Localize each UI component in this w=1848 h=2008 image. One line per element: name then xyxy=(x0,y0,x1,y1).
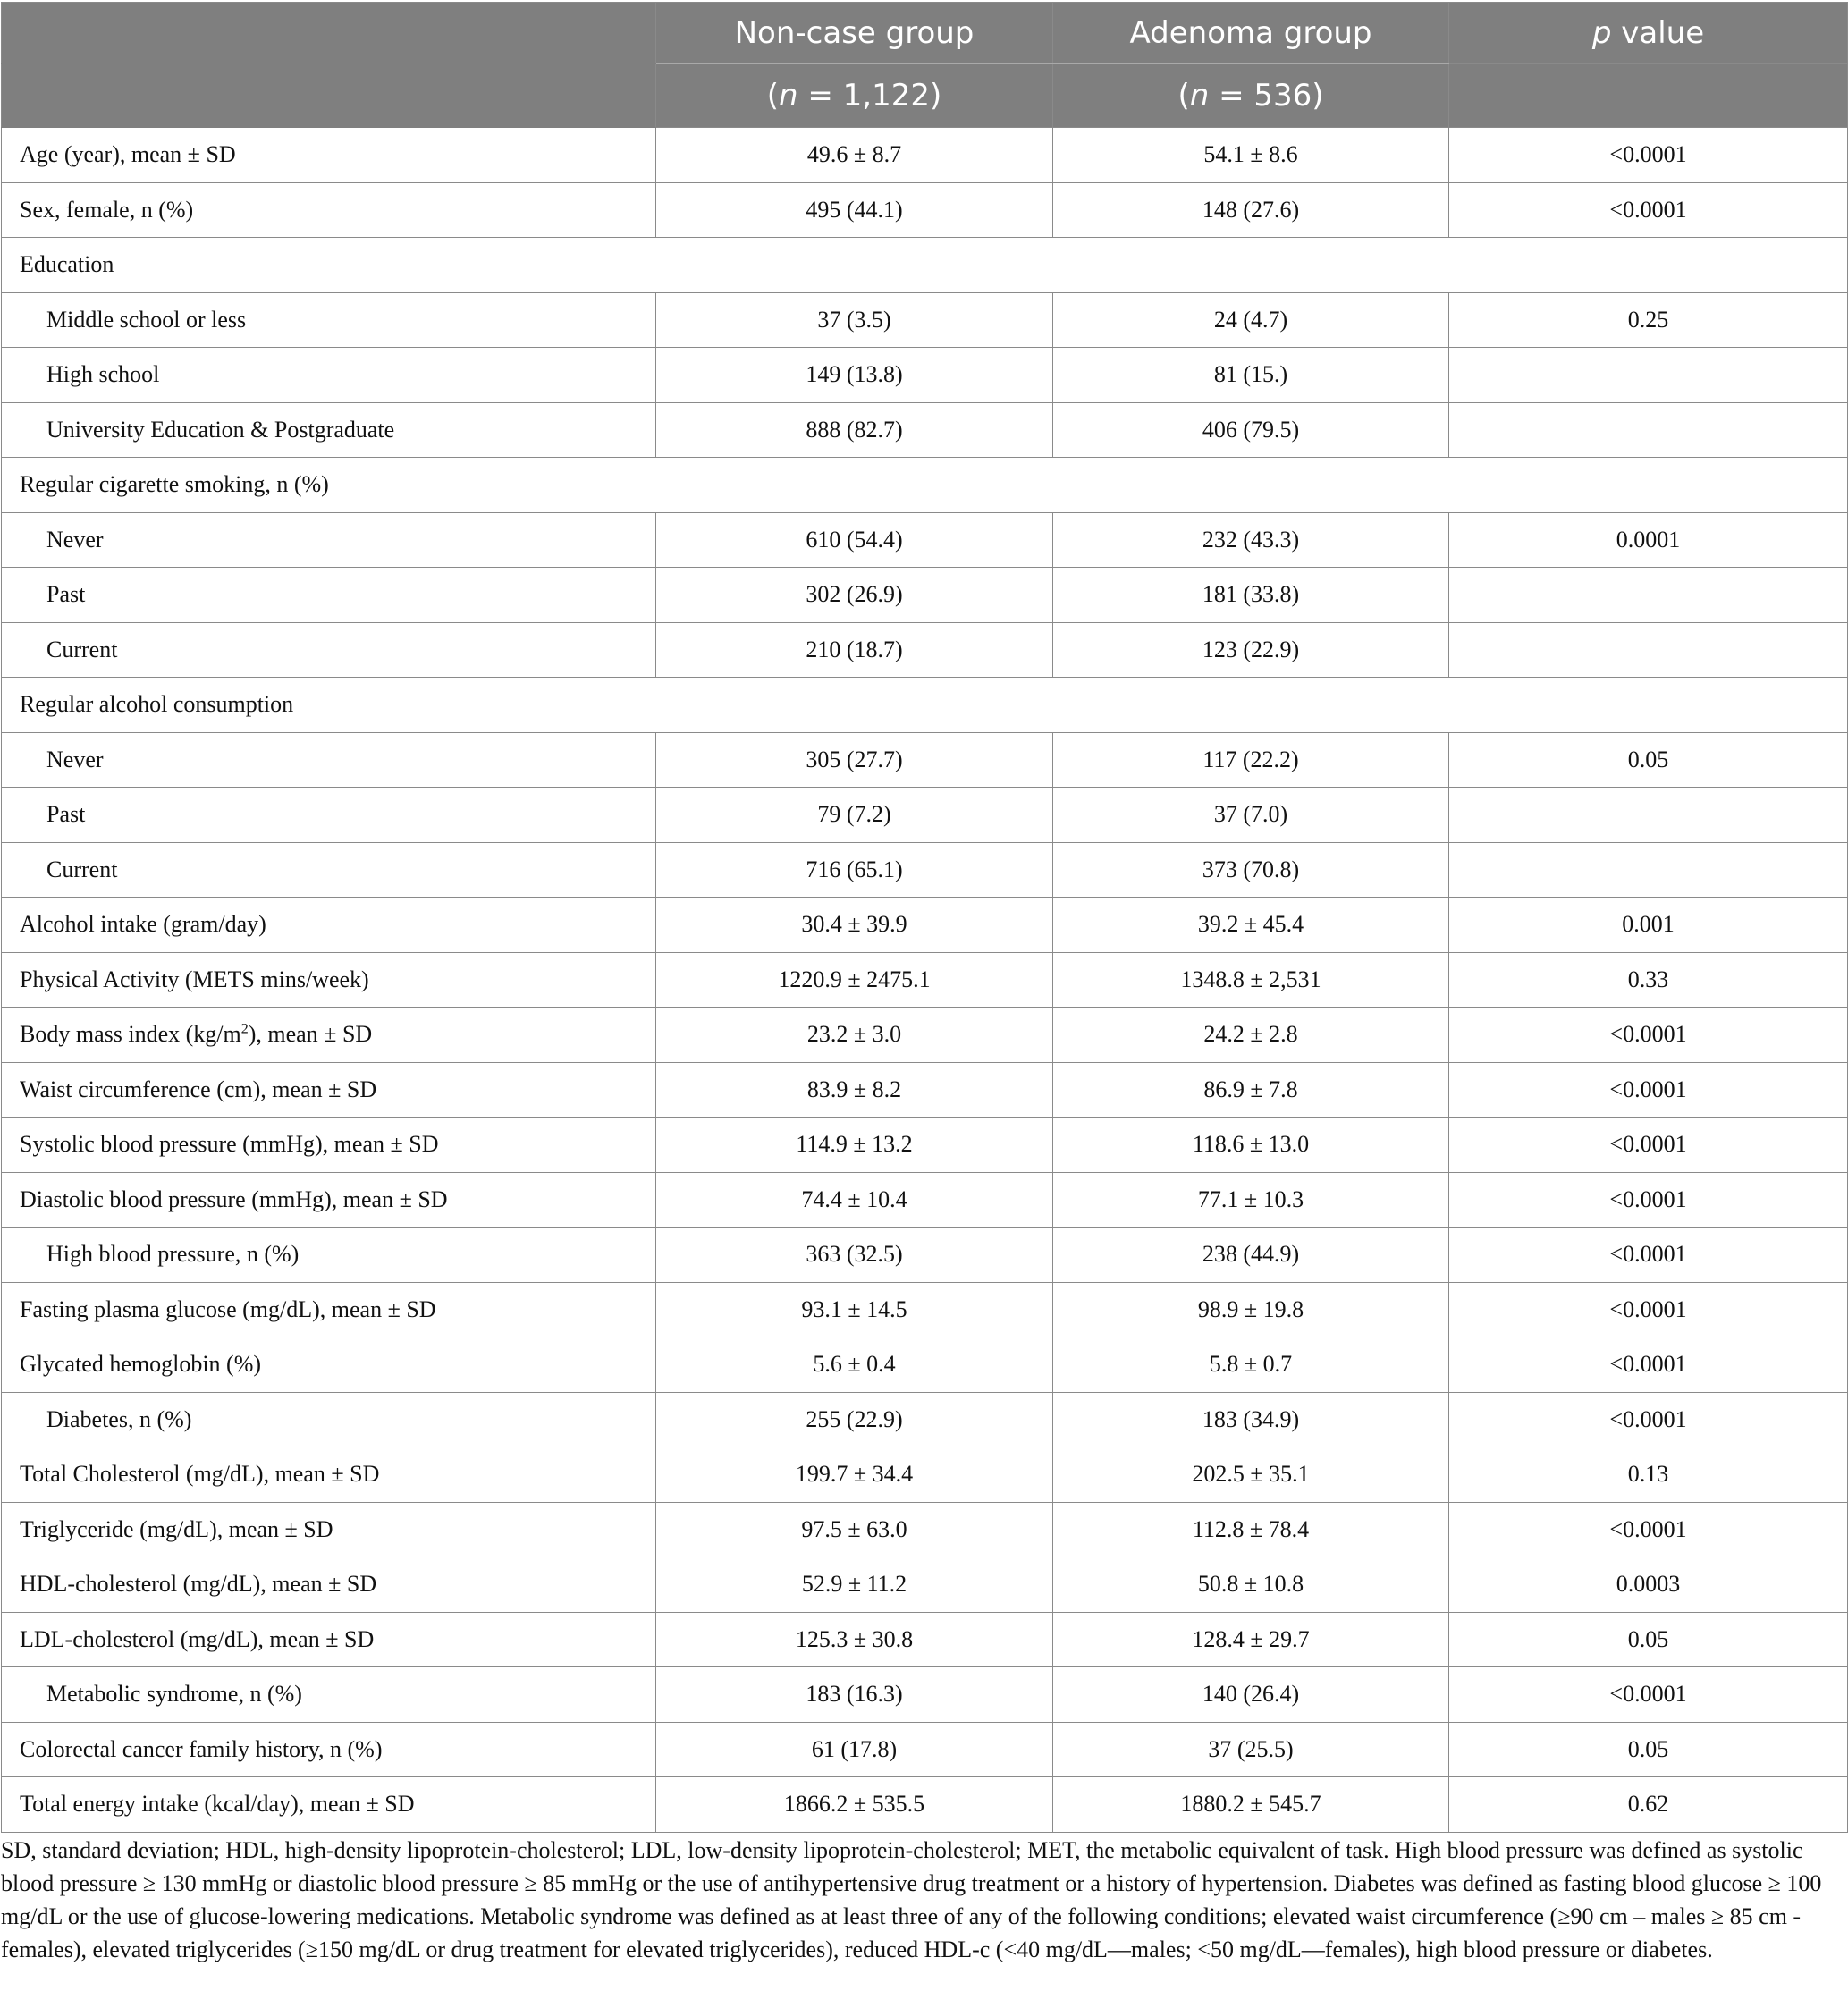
row-label: Regular cigarette smoking, n (%) xyxy=(2,458,1848,513)
p-value: 0.33 xyxy=(1449,952,1848,1008)
adenoma-value: 148 (27.6) xyxy=(1053,182,1449,238)
adenoma-value: 140 (26.4) xyxy=(1053,1667,1449,1723)
table-body xyxy=(2,128,1848,1833)
noncase-value: 114.9 ± 13.2 xyxy=(656,1118,1053,1173)
row-label xyxy=(2,1008,656,1063)
table-row xyxy=(2,1722,1848,1777)
row-label: Waist circumference (cm), mean ± SD xyxy=(2,1062,656,1118)
noncase-value: 1866.2 ± 535.5 xyxy=(656,1777,1053,1833)
row-label: Education xyxy=(2,238,1848,293)
adenoma-value: 238 (44.9) xyxy=(1053,1228,1449,1283)
p-value: 0.05 xyxy=(1449,1612,1848,1667)
adenoma-value: 98.9 ± 19.8 xyxy=(1053,1282,1449,1337)
p-value xyxy=(1449,622,1848,678)
header-blank-cell xyxy=(2,3,656,64)
adenoma-value: 117 (22.2) xyxy=(1053,732,1449,788)
noncase-value: 610 (54.4) xyxy=(656,512,1053,568)
adenoma-value: 373 (70.8) xyxy=(1053,842,1449,898)
table-row xyxy=(2,732,1848,788)
adenoma-value: 5.8 ± 0.7 xyxy=(1053,1337,1449,1393)
noncase-value: 716 (65.1) xyxy=(656,842,1053,898)
row-label: Diastolic blood pressure (mmHg), mean ± SD xyxy=(2,1172,656,1228)
row-label: Diabetes, n (%) xyxy=(2,1392,656,1447)
row-label: Current xyxy=(2,842,656,898)
row-label: High blood pressure, n (%) xyxy=(2,1228,656,1283)
row-label: Age (year), mean ± SD xyxy=(2,128,656,183)
baseline-characteristics-table xyxy=(1,2,1848,1833)
p-value xyxy=(1449,568,1848,623)
table-row xyxy=(2,1612,1848,1667)
noncase-value: 1220.9 ± 2475.1 xyxy=(656,952,1053,1008)
bmi-label-part2: ), mean ± SD xyxy=(248,1021,373,1048)
adenoma-value: 1348.8 ± 2,531 xyxy=(1053,952,1449,1008)
table-row xyxy=(2,1777,1848,1833)
header-p-var: p xyxy=(1591,15,1612,51)
adenoma-value: 128.4 ± 29.7 xyxy=(1053,1612,1449,1667)
adenoma-value: 54.1 ± 8.6 xyxy=(1053,128,1449,183)
row-label: Middle school or less xyxy=(2,292,656,348)
noncase-value: 305 (27.7) xyxy=(656,732,1053,788)
adenoma-value: 181 (33.8) xyxy=(1053,568,1449,623)
header-p-blank xyxy=(1449,64,1848,128)
adenoma-value: 37 (25.5) xyxy=(1053,1722,1449,1777)
noncase-value: 49.6 ± 8.7 xyxy=(656,128,1053,183)
row-label: Never xyxy=(2,512,656,568)
p-value: <0.0001 xyxy=(1449,1502,1848,1557)
noncase-value: 125.3 ± 30.8 xyxy=(656,1612,1053,1667)
noncase-value: 79 (7.2) xyxy=(656,788,1053,843)
table-row xyxy=(2,1172,1848,1228)
row-label: Alcohol intake (gram/day) xyxy=(2,898,656,953)
noncase-value: 37 (3.5) xyxy=(656,292,1053,348)
row-label: Triglyceride (mg/dL), mean ± SD xyxy=(2,1502,656,1557)
row-label: Physical Activity (METS mins/week) xyxy=(2,952,656,1008)
adenoma-value: 406 (79.5) xyxy=(1053,402,1449,458)
adenoma-value: 37 (7.0) xyxy=(1053,788,1449,843)
header-noncase-label: Non-case group xyxy=(734,15,975,51)
noncase-n-prefix: ( xyxy=(766,78,779,114)
table-row xyxy=(2,1228,1848,1283)
p-value: <0.0001 xyxy=(1449,1392,1848,1447)
p-value: <0.0001 xyxy=(1449,1062,1848,1118)
table-row xyxy=(2,1667,1848,1723)
adenoma-value: 112.8 ± 78.4 xyxy=(1053,1502,1449,1557)
noncase-value: 30.4 ± 39.9 xyxy=(656,898,1053,953)
p-value: <0.0001 xyxy=(1449,1118,1848,1173)
p-value: <0.0001 xyxy=(1449,1008,1848,1063)
p-value: 0.0003 xyxy=(1449,1557,1848,1613)
noncase-value: 52.9 ± 11.2 xyxy=(656,1557,1053,1613)
table-row xyxy=(2,128,1848,183)
p-value xyxy=(1449,842,1848,898)
table-row xyxy=(2,182,1848,238)
p-value xyxy=(1449,788,1848,843)
row-label: Total Cholesterol (mg/dL), mean ± SD xyxy=(2,1447,656,1503)
adenoma-n-value: = 536) xyxy=(1209,78,1324,114)
header-p-rest: value xyxy=(1611,15,1705,51)
header-noncase-n xyxy=(656,64,1053,128)
adenoma-value: 81 (15.) xyxy=(1053,348,1449,403)
noncase-n-value: = 1,122) xyxy=(797,78,942,114)
noncase-value: 199.7 ± 34.4 xyxy=(656,1447,1053,1503)
table-row xyxy=(2,512,1848,568)
row-label: Total energy intake (kcal/day), mean ± SD xyxy=(2,1777,656,1833)
table-row xyxy=(2,1282,1848,1337)
bmi-label-part1: Body mass index (kg/m xyxy=(20,1021,241,1048)
noncase-value: 495 (44.1) xyxy=(656,182,1053,238)
noncase-value: 23.2 ± 3.0 xyxy=(656,1008,1053,1063)
row-label: Fasting plasma glucose (mg/dL), mean ± SD xyxy=(2,1282,656,1337)
noncase-value: 5.6 ± 0.4 xyxy=(656,1337,1053,1393)
p-value: <0.0001 xyxy=(1449,128,1848,183)
p-value xyxy=(1449,348,1848,403)
table-row xyxy=(2,1392,1848,1447)
table-row xyxy=(2,292,1848,348)
adenoma-value: 77.1 ± 10.3 xyxy=(1053,1172,1449,1228)
table-row xyxy=(2,952,1848,1008)
noncase-value: 210 (18.7) xyxy=(656,622,1053,678)
noncase-value: 302 (26.9) xyxy=(656,568,1053,623)
table-row xyxy=(2,1008,1848,1063)
table-row xyxy=(2,348,1848,403)
adenoma-n-prefix: ( xyxy=(1177,78,1190,114)
noncase-value: 888 (82.7) xyxy=(656,402,1053,458)
table-row xyxy=(2,1447,1848,1503)
row-label: HDL-cholesterol (mg/dL), mean ± SD xyxy=(2,1557,656,1613)
row-label: Systolic blood pressure (mmHg), mean ± SD xyxy=(2,1118,656,1173)
row-label: Past xyxy=(2,788,656,843)
adenoma-value: 39.2 ± 45.4 xyxy=(1053,898,1449,953)
p-value: <0.0001 xyxy=(1449,182,1848,238)
noncase-value: 97.5 ± 63.0 xyxy=(656,1502,1053,1557)
p-value: 0.001 xyxy=(1449,898,1848,953)
header-noncase-group xyxy=(656,3,1053,64)
noncase-value: 93.1 ± 14.5 xyxy=(656,1282,1053,1337)
table-row xyxy=(2,622,1848,678)
noncase-n-var: n xyxy=(779,78,798,114)
header-adenoma-n xyxy=(1053,64,1449,128)
header-adenoma-group xyxy=(1053,3,1449,64)
p-value: <0.0001 xyxy=(1449,1337,1848,1393)
adenoma-value: 183 (34.9) xyxy=(1053,1392,1449,1447)
adenoma-value: 24.2 ± 2.8 xyxy=(1053,1008,1449,1063)
table-row xyxy=(2,842,1848,898)
adenoma-n-var: n xyxy=(1189,78,1210,114)
noncase-value: 255 (22.9) xyxy=(656,1392,1053,1447)
table-row xyxy=(2,1337,1848,1393)
table-row xyxy=(2,458,1848,513)
row-label: Past xyxy=(2,568,656,623)
p-value: <0.0001 xyxy=(1449,1228,1848,1283)
noncase-value: 74.4 ± 10.4 xyxy=(656,1172,1053,1228)
p-value: 0.25 xyxy=(1449,292,1848,348)
header-blank-cell-2 xyxy=(2,64,656,128)
row-label: University Education & Postgraduate xyxy=(2,402,656,458)
table-header xyxy=(2,3,1848,128)
p-value: 0.13 xyxy=(1449,1447,1848,1503)
adenoma-value: 232 (43.3) xyxy=(1053,512,1449,568)
row-label: High school xyxy=(2,348,656,403)
table-row xyxy=(2,1062,1848,1118)
adenoma-value: 50.8 ± 10.8 xyxy=(1053,1557,1449,1613)
adenoma-value: 118.6 ± 13.0 xyxy=(1053,1118,1449,1173)
noncase-value: 149 (13.8) xyxy=(656,348,1053,403)
row-label: Colorectal cancer family history, n (%) xyxy=(2,1722,656,1777)
p-value: 0.62 xyxy=(1449,1777,1848,1833)
p-value xyxy=(1449,402,1848,458)
noncase-value: 183 (16.3) xyxy=(656,1667,1053,1723)
bmi-label-superscript: 2 xyxy=(240,1021,249,1037)
row-label: Regular alcohol consumption xyxy=(2,678,1848,733)
row-label: Glycated hemoglobin (%) xyxy=(2,1337,656,1393)
noncase-value: 83.9 ± 8.2 xyxy=(656,1062,1053,1118)
table-row xyxy=(2,238,1848,293)
header-p-value xyxy=(1449,3,1848,64)
table-row xyxy=(2,678,1848,733)
table-row xyxy=(2,402,1848,458)
adenoma-value: 86.9 ± 7.8 xyxy=(1053,1062,1449,1118)
p-value: <0.0001 xyxy=(1449,1667,1848,1723)
header-adenoma-label: Adenoma group xyxy=(1129,15,1372,51)
row-label: Never xyxy=(2,732,656,788)
table-footnote: SD, standard deviation; HDL, high-density lipoprotein-cholesterol; LDL, low-density lipoprotein-cholesterol; MET, the metabolic equivalent of task. High blood pressure was defined as systolic blood pressure ≥ 130 mmHg or diastolic blood pressure ≥ 85 mmHg or the use of antihypertensive drug treatment or a history of hypertension. Diabetes was defined as fasting blood glucose ≥ 100 mg/dL or the use of glucose-lowering medications. Metabolic syndrome was defined as at least three of any of the following conditions; elevated waist circumference (≥90 cm – males ≥ 85 cm - females), elevated triglycerides (≥150 mg/dL or drug treatment for elevated triglycerides), reduced HDL-c (<40 mg/dL—males; <50 mg/dL—females), high blood pressure or diabetes. xyxy=(1,1837,1822,1962)
adenoma-value: 202.5 ± 35.1 xyxy=(1053,1447,1449,1503)
adenoma-value: 123 (22.9) xyxy=(1053,622,1449,678)
table-row xyxy=(2,1502,1848,1557)
table-row xyxy=(2,1118,1848,1173)
row-label: Sex, female, n (%) xyxy=(2,182,656,238)
noncase-value: 61 (17.8) xyxy=(656,1722,1053,1777)
row-label: Metabolic syndrome, n (%) xyxy=(2,1667,656,1723)
table-row xyxy=(2,1557,1848,1613)
table-row xyxy=(2,568,1848,623)
noncase-value: 363 (32.5) xyxy=(656,1228,1053,1283)
p-value: 0.05 xyxy=(1449,1722,1848,1777)
table-row xyxy=(2,788,1848,843)
p-value: 0.0001 xyxy=(1449,512,1848,568)
p-value: <0.0001 xyxy=(1449,1282,1848,1337)
p-value: 0.05 xyxy=(1449,732,1848,788)
adenoma-value: 24 (4.7) xyxy=(1053,292,1449,348)
row-label: Current xyxy=(2,622,656,678)
row-label: LDL-cholesterol (mg/dL), mean ± SD xyxy=(2,1612,656,1667)
table-row xyxy=(2,898,1848,953)
adenoma-value: 1880.2 ± 545.7 xyxy=(1053,1777,1449,1833)
p-value: <0.0001 xyxy=(1449,1172,1848,1228)
